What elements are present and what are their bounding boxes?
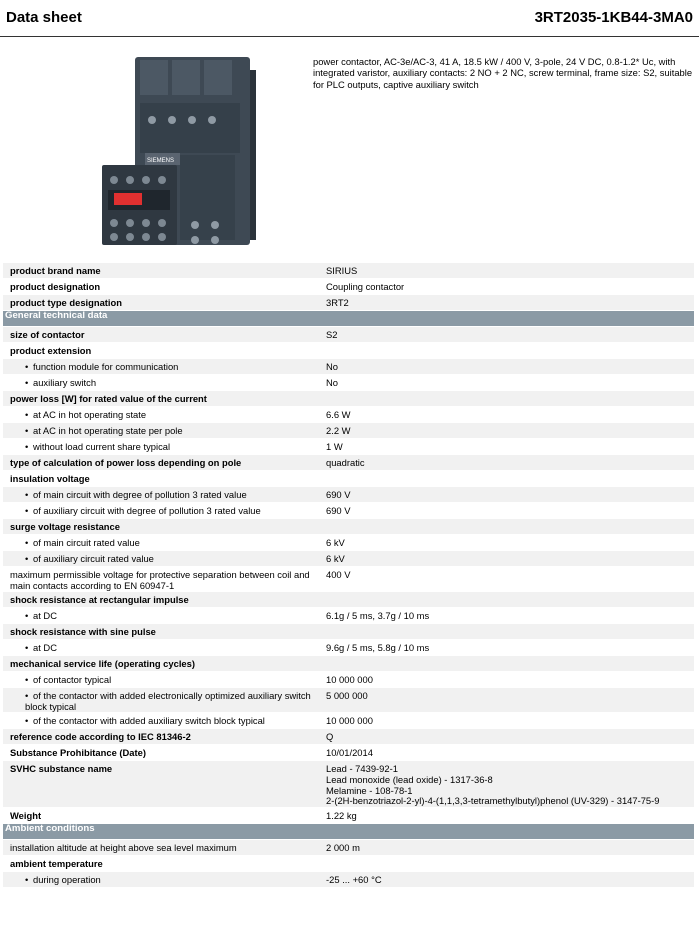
spec-value: 10 000 000	[316, 672, 694, 688]
spec-label-text: of main circuit rated value	[33, 537, 140, 548]
spec-row	[3, 640, 694, 656]
spec-value: 6 kV	[316, 535, 694, 551]
spec-value: 6.6 W	[316, 407, 694, 423]
spec-label	[3, 745, 316, 761]
spec-label	[3, 423, 316, 439]
spec-label	[3, 359, 316, 375]
spec-label-text: insulation voltage	[10, 473, 90, 484]
spec-value	[316, 471, 694, 487]
spec-row	[3, 855, 694, 871]
spec-value	[316, 592, 694, 608]
spec-label	[3, 503, 316, 519]
spec-row	[3, 359, 694, 375]
spec-label	[3, 551, 316, 567]
spec-label-text: installation altitude at height above sea level maximum	[10, 841, 237, 853]
bullet-icon: •	[25, 441, 29, 452]
spec-row	[3, 807, 694, 823]
spec-label-text: product extension	[10, 345, 92, 356]
bullet-icon: •	[25, 425, 29, 436]
spec-value: 10 000 000	[316, 713, 694, 729]
bullet-icon: •	[25, 715, 29, 727]
spec-row	[3, 624, 694, 640]
spec-value: 1 W	[316, 439, 694, 455]
spec-label-text: product designation	[10, 281, 101, 292]
spec-label	[3, 624, 316, 640]
spec-label-text: during operation	[33, 873, 101, 885]
spec-value: 400 V	[316, 567, 694, 592]
spec-value: 10/01/2014	[316, 745, 694, 761]
page-title: Data sheet	[6, 9, 82, 26]
spec-value: Q	[316, 729, 694, 745]
spec-value: No	[316, 359, 694, 375]
spec-row	[3, 327, 694, 343]
spec-table	[3, 262, 694, 887]
spec-label	[3, 343, 316, 359]
section-header	[3, 823, 694, 839]
spec-label	[3, 672, 316, 688]
spec-row	[3, 375, 694, 391]
spec-row	[3, 423, 694, 439]
spec-label	[3, 439, 316, 455]
spec-value: 6.1g / 5 ms, 3.7g / 10 ms	[316, 608, 694, 624]
spec-value	[316, 624, 694, 640]
spec-value: Lead - 7439-92-1 Lead monoxide (lead oxide) - 1317-36-8 Melamine - 108-78-1 2-(2H-benzotriazol-2-yl)-4-(1,1,3,3-tetramethylbutyl)phenol (UV-329) - 3147-75-9	[316, 761, 694, 807]
bullet-icon: •	[25, 553, 29, 564]
spec-row	[3, 608, 694, 624]
spec-label	[3, 375, 316, 391]
spec-label-text: auxiliary switch	[33, 377, 97, 388]
spec-label-text: without load current share typical	[33, 441, 171, 452]
bullet-icon: •	[25, 674, 29, 686]
spec-label	[3, 871, 316, 887]
spec-label-text: maximum permissible voltage for protective separation between coil and main contacts according to EN 60947-1	[10, 569, 310, 591]
spec-label-text: shock resistance at rectangular impulse	[10, 594, 189, 606]
spec-label-text: of the contactor with added electronically optimized auxiliary switch block typical	[25, 690, 311, 712]
spec-value	[316, 391, 694, 407]
spec-label-text: at AC in hot operating state per pole	[33, 425, 183, 436]
spec-value: 2.2 W	[316, 423, 694, 439]
spec-row	[3, 688, 694, 713]
spec-row	[3, 455, 694, 471]
spec-row	[3, 407, 694, 423]
spec-row	[3, 535, 694, 551]
spec-value: 3RT2	[316, 295, 694, 311]
spec-row	[3, 672, 694, 688]
product-code: 3RT2035-1KB44-3MA0	[534, 9, 693, 26]
spec-value	[316, 656, 694, 672]
spec-label	[3, 279, 316, 295]
spec-label	[3, 656, 316, 672]
product-description: power contactor, AC-3e/AC-3, 41 A, 18.5 kW / 400 V, 3-pole, 24 V DC, 0.8-1.2* Uc, with integrated varistor, auxiliary contacts: 2 NO + 2 NC, screw terminal, frame size: S2, suitable for PLC outputs, captive auxiliary switch	[313, 56, 693, 90]
spec-row	[3, 487, 694, 503]
spec-label-text: product type designation	[10, 297, 122, 308]
bullet-icon: •	[25, 690, 29, 702]
spec-label	[3, 855, 316, 871]
spec-value: 690 V	[316, 487, 694, 503]
section-title: Ambient conditions	[3, 823, 694, 839]
spec-label	[3, 391, 316, 407]
spec-label-text: Weight	[10, 809, 42, 821]
spec-label-text: reference code according to IEC 81346-2	[10, 731, 191, 743]
spec-row	[3, 263, 694, 279]
siemens-logo: SIEMENS	[147, 158, 175, 164]
spec-label-text: type of calculation of power loss depending on pole	[10, 457, 242, 468]
spec-label	[3, 567, 316, 592]
spec-label-text: of main circuit with degree of pollution 3 rated value	[33, 489, 247, 500]
spec-label	[3, 713, 316, 729]
spec-label-text: of auxiliary circuit with degree of pollution 3 rated value	[33, 505, 261, 516]
spec-label-text: ambient temperature	[10, 857, 103, 869]
spec-row	[3, 713, 694, 729]
spec-label	[3, 295, 316, 311]
spec-value: No	[316, 375, 694, 391]
spec-value	[316, 855, 694, 871]
spec-row	[3, 567, 694, 592]
spec-label	[3, 327, 316, 343]
spec-label	[3, 519, 316, 535]
spec-label-text: function module for communication	[33, 361, 179, 372]
spec-value: SIRIUS	[316, 263, 694, 279]
spec-label	[3, 839, 316, 855]
spec-label	[3, 807, 316, 823]
spec-label-text: of auxiliary circuit rated value	[33, 553, 154, 564]
spec-label-text: at DC	[33, 642, 57, 654]
spec-label	[3, 455, 316, 471]
spec-label	[3, 688, 316, 713]
spec-label	[3, 263, 316, 279]
spec-label	[3, 407, 316, 423]
spec-row	[3, 729, 694, 745]
spec-label	[3, 761, 316, 807]
spec-value: Coupling contactor	[316, 279, 694, 295]
spec-label-text: size of contactor	[10, 329, 85, 340]
spec-row	[3, 391, 694, 407]
spec-label-text: of the contactor with added auxiliary switch block typical	[33, 715, 265, 727]
spec-row	[3, 519, 694, 535]
spec-label	[3, 592, 316, 608]
spec-label-text: surge voltage resistance	[10, 521, 120, 532]
spec-value: 1.22 kg	[316, 807, 694, 823]
spec-label-text: at DC	[33, 610, 57, 622]
section-header	[3, 311, 694, 327]
bullet-icon: •	[25, 537, 29, 548]
spec-row	[3, 551, 694, 567]
spec-value	[316, 343, 694, 359]
spec-label-text: shock resistance with sine pulse	[10, 626, 156, 638]
spec-value: 6 kV	[316, 551, 694, 567]
spec-value: S2	[316, 327, 694, 343]
bullet-icon: •	[25, 361, 29, 372]
spec-value: 690 V	[316, 503, 694, 519]
spec-value: 9.6g / 5 ms, 5.8g / 10 ms	[316, 640, 694, 656]
spec-value: 2 000 m	[316, 839, 694, 855]
spec-row	[3, 839, 694, 855]
datasheet-header	[0, 0, 699, 37]
bullet-icon: •	[25, 873, 29, 885]
bullet-icon: •	[25, 505, 29, 516]
spec-label-text: SVHC substance name	[10, 763, 113, 775]
bullet-icon: •	[25, 409, 29, 420]
spec-label-text: product brand name	[10, 265, 101, 276]
spec-label	[3, 487, 316, 503]
spec-value: -25 ... +60 °C	[316, 871, 694, 887]
spec-row	[3, 471, 694, 487]
spec-value: 5 000 000	[316, 688, 694, 713]
spec-label-text: Substance Prohibitance (Date)	[10, 747, 146, 759]
bullet-icon: •	[25, 489, 29, 500]
spec-label-text: mechanical service life (operating cycles)	[10, 658, 195, 670]
product-image	[100, 55, 260, 255]
spec-row	[3, 745, 694, 761]
section-title: General technical data	[3, 311, 694, 327]
spec-label-text: at AC in hot operating state	[33, 409, 147, 420]
spec-row	[3, 592, 694, 608]
bullet-icon: •	[25, 642, 29, 654]
spec-label	[3, 535, 316, 551]
spec-row	[3, 279, 694, 295]
spec-label	[3, 608, 316, 624]
bullet-icon: •	[25, 377, 29, 388]
spec-row	[3, 439, 694, 455]
spec-label	[3, 640, 316, 656]
spec-value	[316, 519, 694, 535]
spec-row	[3, 503, 694, 519]
spec-label-text: of contactor typical	[33, 674, 112, 686]
bullet-icon: •	[25, 610, 29, 622]
spec-label-text: power loss [W] for rated value of the current	[10, 393, 207, 404]
spec-value: quadratic	[316, 455, 694, 471]
spec-row	[3, 295, 694, 311]
spec-row	[3, 343, 694, 359]
spec-row	[3, 761, 694, 807]
spec-row	[3, 871, 694, 887]
spec-label	[3, 729, 316, 745]
spec-row	[3, 656, 694, 672]
spec-label	[3, 471, 316, 487]
